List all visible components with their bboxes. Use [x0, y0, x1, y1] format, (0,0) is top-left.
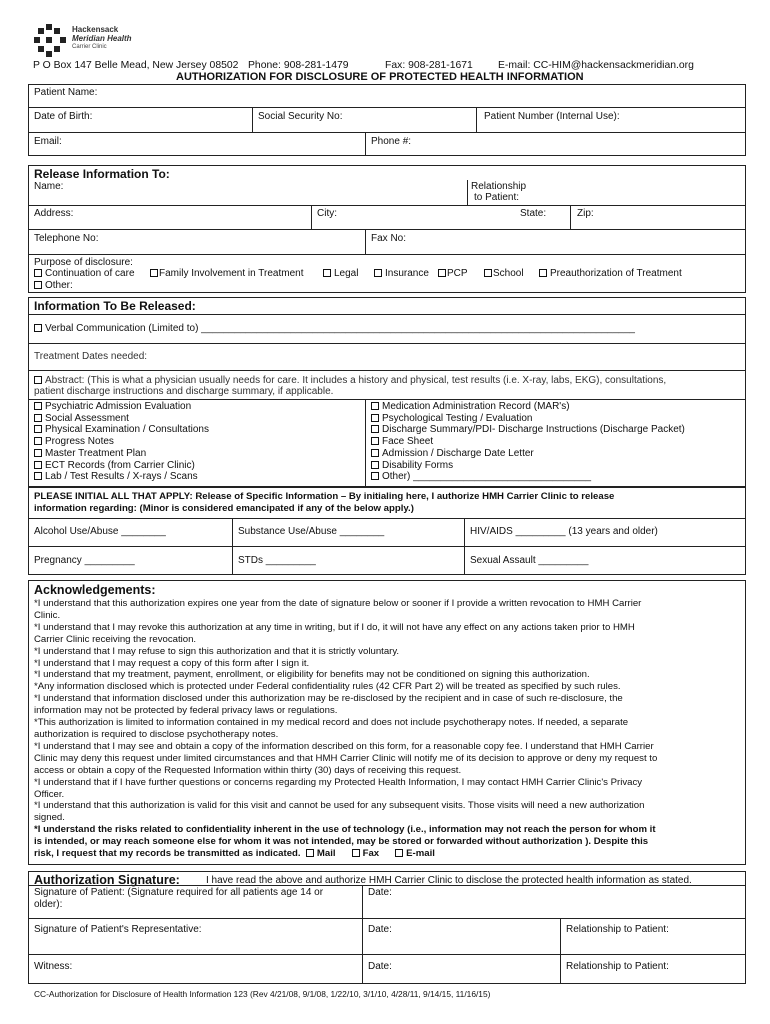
witness-field[interactable]: Witness:	[34, 961, 73, 972]
verbal-communication-option[interactable]: Verbal Communication (Limited to) ______________________________________________________________________________	[34, 323, 635, 335]
logo-line-1: Hackensack	[72, 25, 119, 34]
list-item[interactable]: Social Assessment	[34, 413, 129, 425]
checkbox-icon[interactable]	[371, 449, 379, 457]
specific-info-instructions: PLEASE INITIAL ALL THAT APPLY: Release of Specific Information – By initialing here, I authorize HMH Carrier Clinic to release	[34, 491, 615, 502]
form-title: AUTHORIZATION FOR DISCLOSURE OF PROTECTED HEALTH INFORMATION	[176, 71, 584, 83]
purpose-insurance[interactable]: Insurance	[374, 268, 429, 280]
list-item[interactable]: Face Sheet	[371, 436, 433, 448]
fax-option[interactable]: Fax	[352, 848, 380, 859]
patient-name-field[interactable]: Patient Name:	[34, 87, 98, 98]
clinic-fax: Fax: 908-281-1671	[385, 60, 473, 71]
checkbox-icon[interactable]	[34, 376, 42, 384]
release-to-heading: Release Information To:	[34, 167, 170, 181]
ssn-field[interactable]: Social Security No:	[258, 111, 343, 122]
checkbox-icon[interactable]	[371, 414, 379, 422]
purpose-pcp[interactable]: PCP	[438, 268, 468, 280]
list-item[interactable]: Progress Notes	[34, 436, 114, 448]
checkbox-icon[interactable]	[34, 281, 42, 289]
logo-line-3: Carrier Clinic	[72, 44, 107, 50]
checkbox-icon[interactable]	[34, 425, 42, 433]
checkbox-icon[interactable]	[371, 461, 379, 469]
list-item[interactable]: Psychological Testing / Evaluation	[371, 413, 532, 425]
witness-relationship-field[interactable]: Relationship to Patient:	[566, 961, 669, 972]
pregnancy-initial-field[interactable]: Pregnancy _________	[34, 555, 135, 566]
relationship-label-1: Relationship	[471, 181, 527, 192]
purpose-continuation-of-care[interactable]: Continuation of care	[34, 268, 135, 280]
checkbox-icon[interactable]	[371, 472, 379, 480]
acknowledgements-text: *I understand that this authorization expires one year from the date of signature below or sooner if I provide a written revocation to HMH Carrier Clinic. *I understand that I may revoke this authorization at any time in writing, but if I do, it will not have any effect on any actions taken prior to HMH Carrier Clinic receiving the revocation. *I understand that I may refuse to sign this authorization and that it is strictly voluntary. *I understand that I may request a copy of this form after I sign it. *I understand that my treatment, payment, enrollment, or eligibility for benefits may not be conditioned on signing this authorization. *Any information disclosed which is protected under Federal confidentiality rules (42 CFR Part 2) will be treated as specified by such rules. *I understand that information disclosed under this authorization may be re-disclosed by the recipient and in case of such re-disclosure, the information may not be protected by federal privacy laws or regulations. *This authorization is limited to information contained in my medical record and does not include psychotherapy notes. If needed, a separate authorization is required to disclose psychotherapy notes. *I understand that I may see and obtain a copy of the information described on this form, for a reasonable copy fee. I understand that HMH Carrier Clinic may deny this request under limited circumstances and that HMH Carrier Clinic will notify me of its decision to approve or deny my request to access or obtain a copy of the Requested Information within thirty (30) days of receiving this request. *I understand that if I have further questions or concerns regarding my Protected Health Information, I may contact HMH Carrier Clinic's Privacy Officer. *I understand that this authorization is valid for this visit and cannot be used for any subsequent visits. Those visits will need a new authorization signed. *I understand the risks related to confidentiality inherent in the use of technology (i.e., information may not reach the person for whom it is intended, or may reach someone else for whom it was not intended, may be stored or forwarded without authorization ). Despite this risk, I request that my records be transmitted as indicated. Mail Fax E-mail	[34, 598, 658, 860]
patient-signature-label-2: older):	[34, 899, 63, 910]
relationship-label-2: to Patient:	[474, 192, 520, 203]
specific-info-instructions-2: information regarding: (Minor is considered emancipated if any of the below apply.)	[34, 503, 414, 514]
clinic-email: E-mail: CC-HIM@hackensackmeridian.org	[498, 60, 694, 71]
release-name-field[interactable]: Name:	[34, 181, 64, 192]
list-item[interactable]: Admission / Discharge Date Letter	[371, 448, 534, 460]
form-revision-footer: CC-Authorization for Disclosure of Health Information 123 (Rev 4/21/08, 9/1/08, 1/22/10, 3/1/10, 4/28/11, 9/14/15, 11/16/15)	[34, 989, 491, 999]
representative-relationship-field[interactable]: Relationship to Patient:	[566, 924, 669, 935]
release-city-field[interactable]: City:	[317, 208, 337, 219]
release-fax-field[interactable]: Fax No:	[371, 233, 407, 244]
alcohol-initial-field[interactable]: Alcohol Use/Abuse ________	[34, 526, 166, 537]
release-address-field[interactable]: Address:	[34, 208, 74, 219]
checkbox-icon[interactable]	[34, 414, 42, 422]
substance-initial-field[interactable]: Substance Use/Abuse ________	[238, 526, 385, 537]
list-item[interactable]: Discharge Summary/PDI- Discharge Instructions (Discharge Packet)	[371, 424, 685, 436]
list-item[interactable]: Other) ________________________________	[371, 471, 591, 483]
sexual-assault-initial-field[interactable]: Sexual Assault _________	[470, 555, 589, 566]
release-telephone-field[interactable]: Telephone No:	[34, 233, 99, 244]
stds-initial-field[interactable]: STDs _________	[238, 555, 316, 566]
signature-heading: Authorization Signature:	[34, 873, 180, 887]
purpose-other[interactable]: Other:	[34, 280, 73, 292]
checkbox-icon[interactable]	[374, 269, 382, 277]
email-option[interactable]: E-mail	[395, 848, 435, 859]
purpose-label: Purpose of disclosure:	[34, 257, 133, 268]
checkbox-icon[interactable]	[371, 437, 379, 445]
list-item[interactable]: Medication Administration Record (MAR's)	[371, 401, 570, 413]
checkbox-icon[interactable]	[34, 472, 42, 480]
checkbox-icon[interactable]	[371, 425, 379, 433]
list-item[interactable]: Physical Examination / Consultations	[34, 424, 209, 436]
mail-option[interactable]: Mail	[306, 848, 336, 859]
witness-date-field[interactable]: Date:	[368, 961, 392, 972]
hiv-initial-field[interactable]: HIV/AIDS _________ (13 years and older)	[470, 526, 658, 537]
checkbox-icon[interactable]	[323, 269, 331, 277]
list-item[interactable]: Lab / Test Results / X-rays / Scans	[34, 471, 198, 483]
patient-signature-field[interactable]: Signature of Patient: (Signature required for all patients age 14 or	[34, 887, 324, 898]
patient-signature-date-field[interactable]: Date:	[368, 887, 392, 898]
checkbox-icon[interactable]	[484, 269, 492, 277]
checkbox-icon[interactable]	[306, 849, 314, 857]
release-zip-field[interactable]: Zip:	[577, 208, 594, 219]
purpose-legal[interactable]: Legal	[323, 268, 358, 280]
checkbox-icon[interactable]	[395, 849, 403, 857]
acknowledgements-heading: Acknowledgements:	[34, 583, 156, 597]
info-released-heading: Information To Be Released:	[34, 299, 196, 313]
checkbox-icon[interactable]	[34, 324, 42, 332]
purpose-preauthorization[interactable]: Preauthorization of Treatment	[539, 268, 682, 280]
clinic-address: P O Box 147 Belle Mead, New Jersey 08502	[33, 60, 239, 71]
logo-line-2: Meridian Health	[72, 34, 132, 43]
checkbox-icon[interactable]	[34, 461, 42, 469]
checkbox-icon[interactable]	[34, 269, 42, 277]
patient-phone-field[interactable]: Phone #:	[371, 136, 412, 147]
abstract-continued: patient discharge instructions and discharge summary, if applicable.	[34, 386, 334, 397]
date-of-birth-field[interactable]: Date of Birth:	[34, 111, 93, 122]
list-item[interactable]: ECT Records (from Carrier Clinic)	[34, 460, 195, 472]
representative-signature-field[interactable]: Signature of Patient's Representative:	[34, 924, 202, 935]
checkbox-icon[interactable]	[438, 269, 446, 277]
treatment-dates-field[interactable]: Treatment Dates needed:	[34, 351, 148, 362]
representative-date-field[interactable]: Date:	[368, 924, 392, 935]
release-state-field[interactable]: State:	[520, 208, 547, 219]
patient-number-field[interactable]: Patient Number (Internal Use):	[484, 111, 620, 122]
abstract-option[interactable]: Abstract: (This is what a physician usually needs for care. It includes a history and physical, test results (i.e. X-ray, labs, EKG), consultations,	[34, 375, 666, 387]
clinic-phone: Phone: 908-281-1479	[248, 60, 349, 71]
logo	[32, 23, 142, 59]
signature-statement: I have read the above and authorize HMH Carrier Clinic to disclose the protected health information as stated.	[206, 875, 692, 886]
checkbox-icon[interactable]	[539, 269, 547, 277]
purpose-school[interactable]: School	[484, 268, 524, 280]
patient-email-field[interactable]: Email:	[34, 136, 62, 147]
checkbox-icon[interactable]	[34, 449, 42, 457]
checkbox-icon[interactable]	[34, 402, 42, 410]
checkbox-icon[interactable]	[371, 402, 379, 410]
checkbox-icon[interactable]	[352, 849, 360, 857]
checkbox-icon[interactable]	[34, 437, 42, 445]
hackensack-meridian-logo-icon	[32, 23, 68, 59]
purpose-family-involvement[interactable]: Family Involvement in Treatment	[150, 268, 304, 280]
list-item[interactable]: Master Treatment Plan	[34, 448, 146, 460]
list-item[interactable]: Psychiatric Admission Evaluation	[34, 401, 191, 413]
list-item[interactable]: Disability Forms	[371, 460, 453, 472]
checkbox-icon[interactable]	[150, 269, 158, 277]
